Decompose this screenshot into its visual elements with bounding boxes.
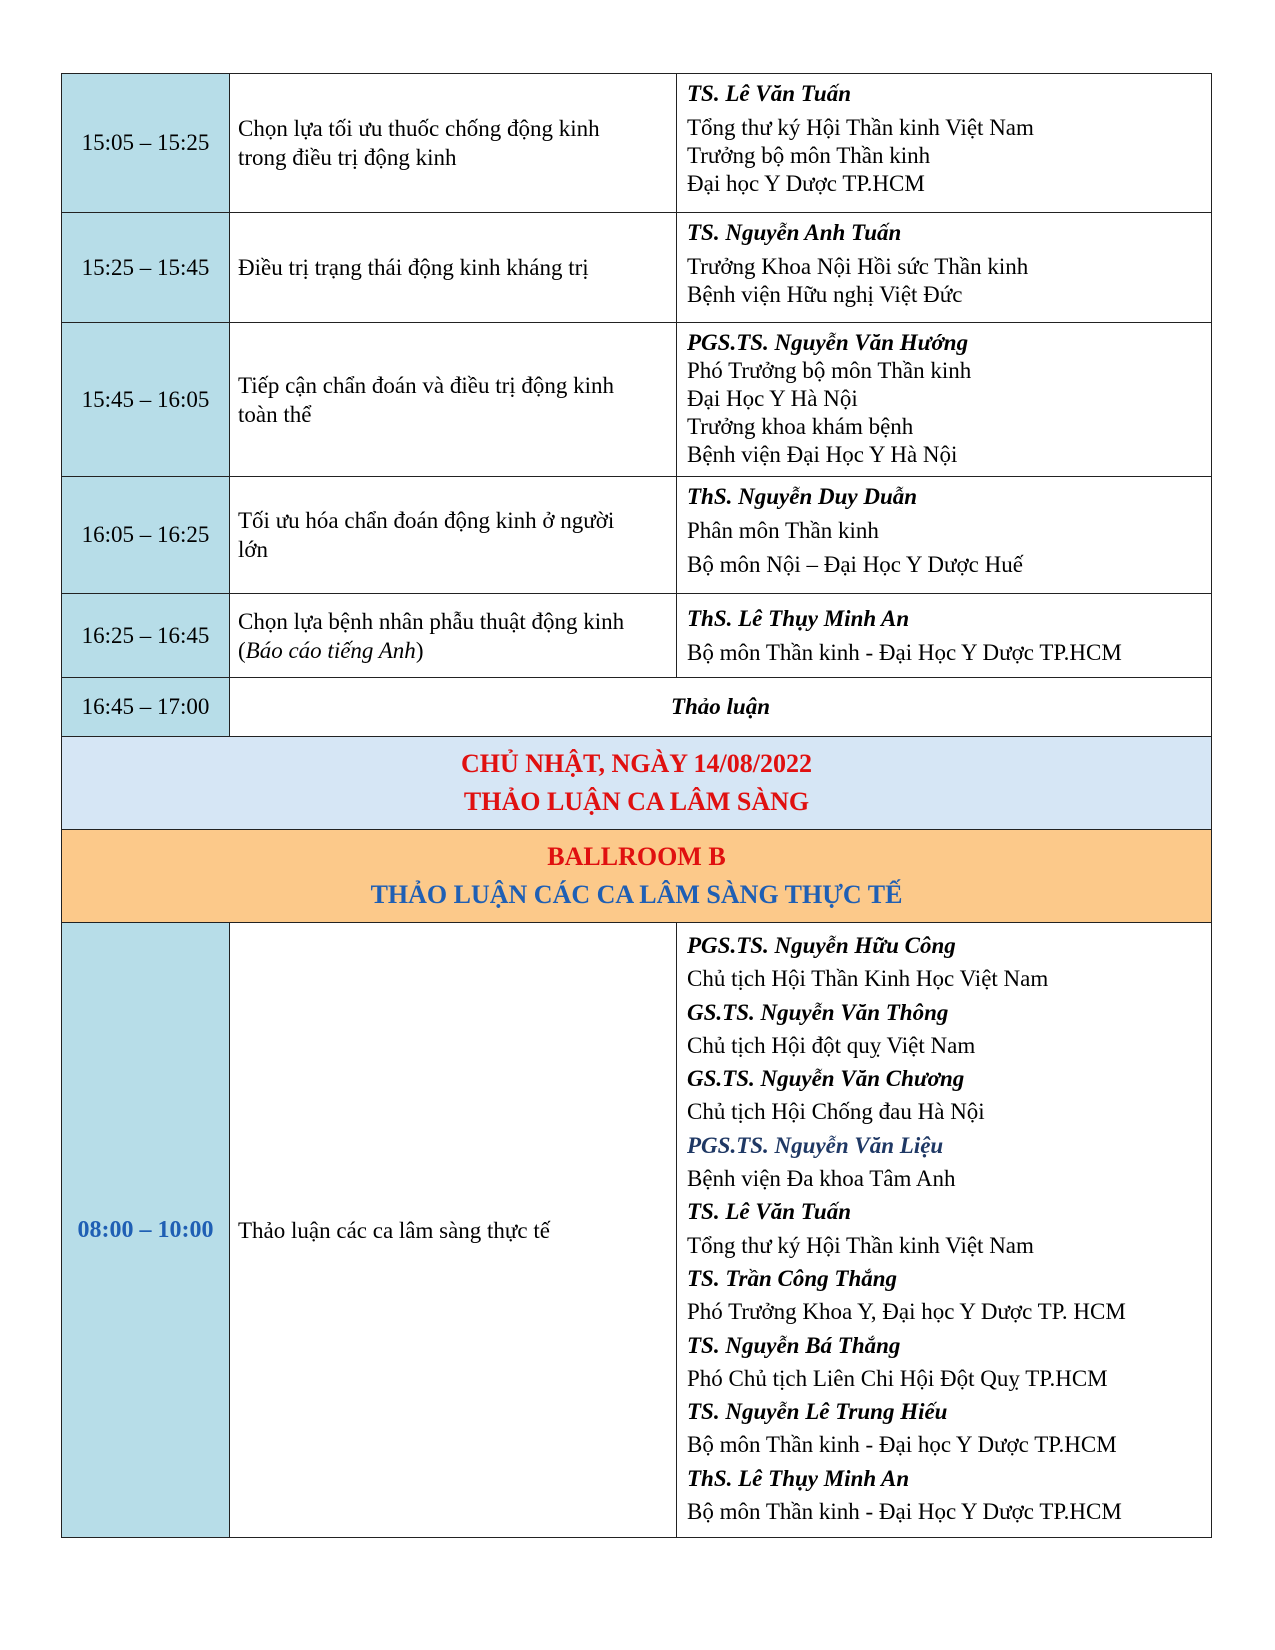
- session-topic: Điều trị trạng thái động kinh kháng trị: [230, 213, 677, 323]
- room-name: BALLROOM B: [547, 842, 726, 871]
- panelist-name: GS.TS. Nguyễn Văn Chương: [687, 1066, 965, 1092]
- session-speaker: [677, 323, 1212, 477]
- speaker-affiliation: Phó Trưởng bộ môn Thần kinh: [687, 358, 972, 383]
- session-topic: Chọn lựa bệnh nhân phẫu thuật động kinh (Báo cáo tiếng Anh): [230, 594, 677, 678]
- panelist-name: TS. Nguyễn Lê Trung Hiếu: [687, 1399, 948, 1425]
- speaker-name: TS. Lê Văn Tuấn: [687, 81, 852, 106]
- session-topic: Tiếp cận chẩn đoán và điều trị động kinh toàn thể: [230, 323, 677, 477]
- session-row: [62, 74, 1212, 213]
- speaker-affiliation: Đại học Y Dược TP.HCM: [687, 171, 925, 196]
- speaker-affiliation: Đại Học Y Hà Nội: [687, 386, 858, 411]
- day-banner-row: [62, 737, 1212, 830]
- discussion-time: 16:45 – 17:00: [62, 678, 230, 737]
- session-row: [62, 213, 1212, 323]
- day-banner: [62, 737, 1212, 830]
- day-banner-title: THẢO LUẬN CA LÂM SÀNG: [463, 787, 810, 816]
- session-time: 15:25 – 15:45: [62, 213, 230, 323]
- panelist-role: Chủ tịch Hội Thần Kinh Học Việt Nam: [687, 966, 1049, 992]
- panelist-role: Bộ môn Thần kinh - Đại học Y Dược TP.HCM: [687, 1432, 1117, 1458]
- panelist-role: Phó Trưởng Khoa Y, Đại học Y Dược TP. HCM: [687, 1299, 1126, 1325]
- discussion-label: Thảo luận: [230, 678, 1212, 737]
- session-time: 15:45 – 16:05: [62, 323, 230, 477]
- session-row: [62, 477, 1212, 594]
- session-row: [62, 323, 1212, 477]
- speaker-affiliation: Phân môn Thần kinh: [687, 518, 879, 543]
- panelist-name: PGS.TS. Nguyễn Hữu Công: [687, 933, 956, 958]
- panelist-name: TS. Nguyễn Bá Thắng: [687, 1332, 901, 1358]
- topic-main: Chọn lựa bệnh nhân phẫu thuật động kinh: [238, 608, 625, 634]
- session-speaker: [677, 594, 1212, 678]
- panelist-role: Phó Chủ tịch Liên Chi Hội Đột Quỵ TP.HCM: [687, 1365, 1108, 1391]
- session-row: [62, 594, 1212, 678]
- panelist-name: GS.TS. Nguyễn Văn Thông: [687, 999, 949, 1025]
- panelist-role: Chủ tịch Hội đột quỵ Việt Nam: [687, 1032, 976, 1058]
- panelist-role: Bộ môn Thần kinh - Đại Học Y Dược TP.HCM: [687, 1499, 1122, 1525]
- session-topic: Tối ưu hóa chẩn đoán động kinh ở người lớn: [230, 477, 677, 594]
- speaker-affiliation: Bệnh viện Hữu nghị Việt Đức: [687, 282, 963, 307]
- session-time: 15:05 – 15:25: [62, 74, 230, 213]
- speaker-affiliation: Tổng thư ký Hội Thần kinh Việt Nam: [687, 115, 1034, 140]
- panelist-role: Tổng thư ký Hội Thần kinh Việt Nam: [687, 1232, 1034, 1258]
- session-topic: Chọn lựa tối ưu thuốc chống động kinh trong điều trị động kinh: [230, 74, 677, 213]
- case-session-topic: Thảo luận các ca lâm sàng thực tế: [230, 923, 677, 1538]
- case-session-panel: [677, 923, 1212, 1538]
- room-session-title: THẢO LUẬN CÁC CA LÂM SÀNG THỰC TẾ: [370, 880, 903, 909]
- panelist-role: Bệnh viện Đa khoa Tâm Anh: [687, 1166, 956, 1192]
- speaker-affiliation: Trưởng bộ môn Thần kinh: [687, 143, 931, 168]
- session-time: 16:05 – 16:25: [62, 477, 230, 594]
- discussion-row: [62, 678, 1212, 737]
- speaker-name: ThS. Lê Thụy Minh An: [687, 605, 910, 631]
- day-banner-date: CHỦ NHẬT, NGÀY 14/08/2022: [461, 749, 812, 778]
- topic-note: Báo cáo tiếng Anh: [245, 637, 416, 663]
- panelist-name: PGS.TS. Nguyễn Văn Liệu: [687, 1132, 944, 1158]
- panelist-name: ThS. Lê Thụy Minh An: [687, 1465, 910, 1491]
- schedule-table: [61, 73, 1212, 1538]
- speaker-name: TS. Nguyễn Anh Tuấn: [687, 220, 902, 245]
- session-speaker: [677, 477, 1212, 594]
- speaker-affiliation: Trưởng khoa khám bệnh: [687, 414, 914, 439]
- room-banner: [62, 830, 1212, 923]
- speaker-affiliation: Trưởng Khoa Nội Hồi sức Thần kinh: [687, 254, 1029, 279]
- session-time: 16:25 – 16:45: [62, 594, 230, 678]
- case-session-time: 08:00 – 10:00: [62, 923, 230, 1538]
- speaker-affiliation: Bộ môn Nội – Đại Học Y Dược Huế: [687, 552, 1023, 577]
- panelist-role: Chủ tịch Hội Chống đau Hà Nội: [687, 1099, 985, 1125]
- room-banner-row: [62, 830, 1212, 923]
- speaker-name: PGS.TS. Nguyễn Văn Hướng: [687, 330, 969, 355]
- case-session-row: [62, 923, 1212, 1538]
- panelist-name: TS. Trần Công Thắng: [687, 1265, 898, 1291]
- speaker-affiliation: Bệnh viện Đại Học Y Hà Nội: [687, 442, 958, 467]
- session-speaker: [677, 74, 1212, 213]
- session-speaker: [677, 213, 1212, 323]
- speaker-affiliation: Bộ môn Thần kinh - Đại Học Y Dược TP.HCM: [687, 639, 1122, 665]
- speaker-name: ThS. Nguyễn Duy Duẫn: [687, 484, 918, 509]
- panelist-name: TS. Lê Văn Tuấn: [687, 1199, 852, 1225]
